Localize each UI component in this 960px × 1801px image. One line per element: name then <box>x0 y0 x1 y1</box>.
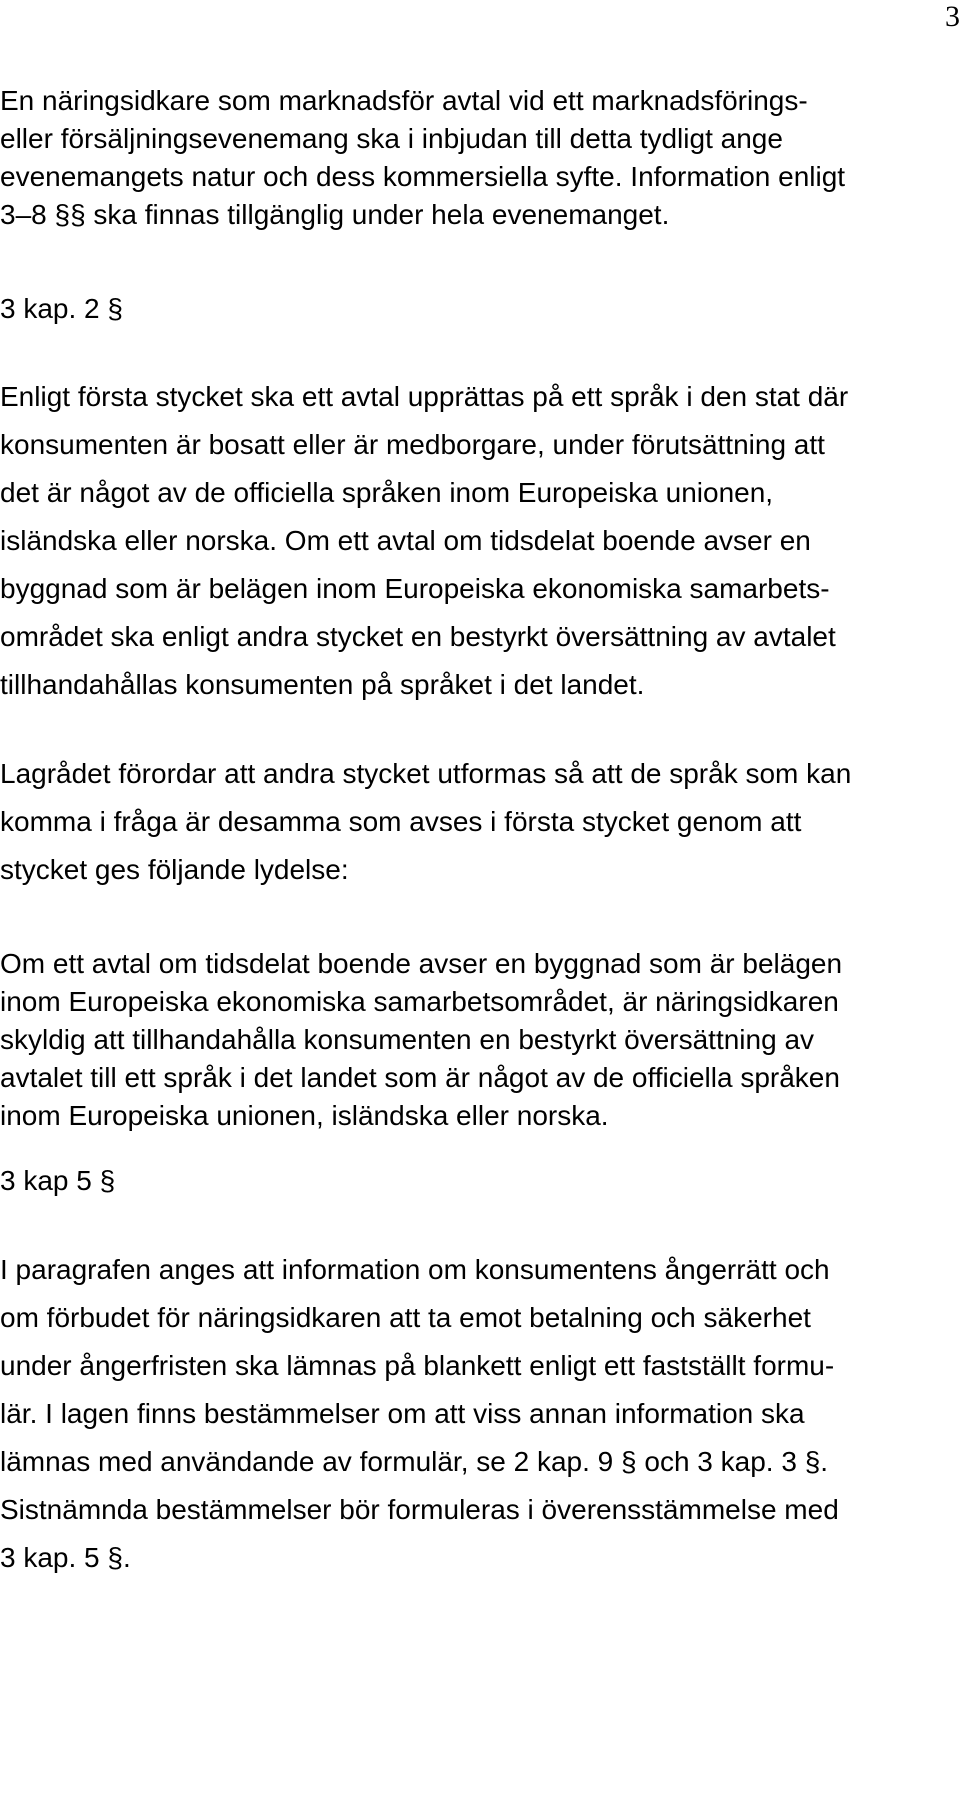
text-line: isländska eller norska. Om ett avtal om tidsdelat boende avser en <box>0 525 811 556</box>
text-line: tillhandahållas konsumenten på språket i det landet. <box>0 669 645 700</box>
text-line: konsumenten är bosatt eller är medborgare, under förutsättning att <box>0 429 825 460</box>
paragraph-3-kap-5 <box>0 1246 960 1582</box>
text-line: området ska enligt andra stycket en bestyrkt översättning av avtalet <box>0 621 836 652</box>
text-line: om förbudet för näringsidkaren att ta emot betalning och säkerhet <box>0 1302 811 1333</box>
text-line: 3–8 §§ ska finnas tillgänglig under hela evenemanget. <box>0 199 670 230</box>
intro-paragraph <box>0 82 960 234</box>
text-line: evenemangets natur och dess kommersiella syfte. Information enligt <box>0 161 846 192</box>
text-line: under ångerfristen ska lämnas på blankett enligt ett fastställt formu- <box>0 1350 835 1381</box>
text-line: komma i fråga är desamma som avses i första stycket genom att <box>0 806 802 837</box>
paragraph-3-kap-2 <box>0 373 960 709</box>
text-line: skyldig att tillhandahålla konsumenten en bestyrkt översättning av <box>0 1024 815 1055</box>
text-line: eller försäljningsevenemang ska i inbjudan till detta tydligt ange <box>0 123 783 154</box>
proposed-text <box>0 945 960 1135</box>
text-line: Sistnämnda bestämmelser bör formuleras i överensstämmelse med <box>0 1494 839 1525</box>
section-heading: 3 kap. 2 § <box>0 293 123 324</box>
lagradet-paragraph <box>0 750 960 894</box>
page-number: 3 <box>945 0 960 33</box>
text-line: En näringsidkare som marknadsför avtal vid ett marknadsförings- <box>0 85 808 116</box>
text-line: stycket ges följande lydelse: <box>0 854 349 885</box>
section-heading: 3 kap 5 § <box>0 1165 116 1196</box>
text-line: Enligt första stycket ska ett avtal upprättas på ett språk i den stat där <box>0 381 849 412</box>
text-line: avtalet till ett språk i det landet som är något av de officiella språken <box>0 1062 840 1093</box>
text-line: byggnad som är belägen inom Europeiska ekonomiska samarbets- <box>0 573 830 604</box>
text-line: Lagrådet förordar att andra stycket utformas så att de språk som kan <box>0 758 852 789</box>
text-line: inom Europeiska unionen, isländska eller norska. <box>0 1100 609 1131</box>
text-line: det är något av de officiella språken inom Europeiska unionen, <box>0 477 774 508</box>
text-line: lär. I lagen finns bestämmelser om att viss annan information ska <box>0 1398 805 1429</box>
text-line: 3 kap. 5 §. <box>0 1542 131 1573</box>
section-heading-3-kap-2 <box>0 290 960 328</box>
text-line: I paragrafen anges att information om konsumentens ångerrätt och <box>0 1254 830 1285</box>
text-line: lämnas med användande av formulär, se 2 kap. 9 § och 3 kap. 3 §. <box>0 1446 829 1477</box>
section-heading-3-kap-5 <box>0 1162 960 1200</box>
text-line: inom Europeiska ekonomiska samarbetsområdet, är näringsidkaren <box>0 986 839 1017</box>
text-line: Om ett avtal om tidsdelat boende avser en byggnad som är belägen <box>0 948 843 979</box>
